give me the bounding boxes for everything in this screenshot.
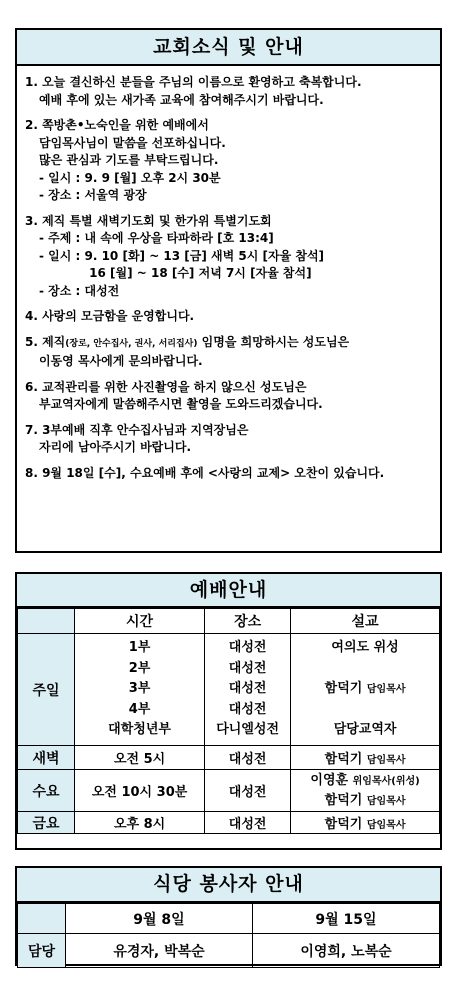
news-text: - 일시 : 9. 9 [월] 오후 2시 30분	[39, 170, 221, 185]
friday-time: 오후 8시	[75, 812, 205, 834]
worship-guide-title: 예배안내	[17, 574, 440, 608]
kitchen-date: 9월 15일	[253, 904, 440, 934]
kitchen-volunteer-box	[15, 866, 442, 966]
sunday-times	[75, 634, 205, 746]
preacher-name: 담당교역자	[333, 722, 397, 738]
day-dawn: 새벽	[18, 746, 75, 770]
kitchen-volunteers: 이영희, 노복순	[253, 934, 440, 968]
dawn-preacher	[291, 746, 440, 770]
news-item	[25, 308, 432, 326]
news-line	[25, 353, 432, 371]
preacher-role: 위임목사(위성)	[352, 775, 420, 787]
news-small-text: (장로, 안수집사, 권사, 서리집사)	[65, 338, 198, 349]
news-text: - 장소 : 대성전	[39, 283, 120, 298]
sunday-preacher	[291, 720, 439, 741]
kitchen-volunteer-title: 식당 봉사자 안내	[17, 868, 440, 903]
kitchen-date-row	[18, 904, 440, 934]
worship-row-friday	[18, 812, 440, 834]
news-line	[25, 308, 432, 326]
sunday-time: 2부	[128, 660, 151, 676]
sunday-place: 대성전	[228, 701, 267, 717]
sunday-time: 대학청년부	[108, 722, 171, 738]
news-line	[25, 170, 432, 188]
news-item	[25, 213, 432, 301]
sunday-time: 3부	[128, 681, 151, 697]
header-place: 장소	[205, 609, 291, 634]
header-day-blank	[18, 609, 75, 634]
preacher-name: 여의도 위성	[331, 640, 399, 656]
news-line	[25, 265, 432, 283]
news-line	[25, 187, 432, 205]
news-line	[25, 152, 432, 170]
sunday-places	[205, 634, 291, 746]
news-text: 7. 3부예배 직후 안수집사님과 지역장님은	[25, 422, 249, 437]
sunday-place: 대성전	[228, 681, 267, 697]
news-line	[25, 439, 432, 457]
preacher-name: 함덕기	[324, 752, 363, 767]
news-text: 2. 쪽방촌•노숙인을 위한 예배에서	[25, 118, 209, 132]
sunday-preacher	[291, 638, 439, 659]
kitchen-blank	[18, 904, 66, 934]
day-sunday: 주일	[18, 634, 75, 746]
preacher-role: 담임목사	[366, 795, 406, 807]
news-item	[25, 74, 432, 109]
day-friday: 금요	[18, 812, 75, 834]
news-text: 담임목사님이 말씀을 선포하십니다.	[39, 135, 226, 150]
church-news-list	[17, 66, 440, 482]
dawn-time: 오전 5시	[75, 746, 205, 770]
news-line	[25, 396, 432, 414]
day-wednesday: 수요	[18, 770, 75, 812]
news-line	[25, 213, 432, 231]
wednesday-preachers	[291, 770, 440, 812]
worship-row-wednesday	[18, 770, 440, 812]
sunday-time: 4부	[128, 701, 151, 717]
news-line	[25, 379, 432, 397]
news-line	[25, 283, 432, 301]
preacher-name: 함덕기	[324, 792, 363, 808]
news-text: 부교역자에게 말씀해주시면 촬영을 도와드리겠습니다.	[39, 397, 323, 411]
sunday-place: 대성전	[228, 640, 267, 656]
news-text: 16 [월] ~ 18 [수] 저녁 7시 [자율 참석]	[39, 266, 312, 280]
wednesday-place: 대성전	[205, 770, 291, 812]
news-line	[25, 135, 432, 153]
friday-place: 대성전	[205, 812, 291, 834]
friday-preacher	[291, 812, 440, 834]
preacher-role: 담임목사	[366, 820, 406, 831]
news-line	[25, 465, 432, 483]
header-time: 시간	[75, 609, 205, 634]
worship-table	[17, 608, 440, 834]
preacher-role: 담임목사	[366, 684, 406, 696]
news-text: 3. 제직 특별 새벽기도회 및 한가위 특별기도회	[25, 213, 272, 228]
news-line	[25, 74, 432, 92]
wednesday-preacher	[291, 771, 439, 791]
news-text: 8. 9월 18일 [수], 수요예배 후에 <사랑의 교제> 오찬이 있습니다.	[25, 465, 385, 480]
news-item	[25, 379, 432, 414]
sunday-preacher-blank	[291, 659, 439, 680]
news-line	[25, 422, 432, 440]
worship-row-dawn	[18, 746, 440, 770]
wednesday-preacher	[291, 791, 439, 811]
news-text: 4. 사랑의 모금함을 운영합니다.	[25, 309, 195, 323]
news-text: - 일시 : 9. 10 [화] ~ 13 [금] 새벽 5시 [자율 참석]	[39, 248, 325, 263]
preacher-name: 함덕기	[324, 817, 363, 832]
sunday-time: 1부	[128, 640, 151, 656]
header-sermon: 설교	[291, 609, 440, 634]
news-item	[25, 422, 432, 457]
kitchen-table	[17, 903, 440, 968]
news-line	[25, 92, 432, 110]
news-text: 많은 관심과 기도를 부탁드립니다.	[39, 153, 219, 167]
news-line	[25, 117, 432, 135]
sunday-preachers	[291, 634, 440, 746]
news-text: - 장소 : 서울역 광장	[39, 188, 147, 202]
kitchen-volunteer-row	[18, 934, 440, 968]
church-news-box	[15, 28, 442, 553]
worship-table-header	[18, 609, 440, 634]
news-text: 예배 후에 있는 새가족 교육에 참여해주시기 바랍니다.	[39, 92, 324, 107]
news-text: 임명을 희망하시는 성도님은	[197, 334, 350, 349]
preacher-name: 함덕기	[324, 681, 363, 697]
worship-guide-box	[15, 572, 442, 850]
preacher-name: 이영훈	[310, 772, 349, 788]
news-line	[25, 334, 432, 354]
dawn-place: 대성전	[205, 746, 291, 770]
news-text: 6. 교적관리를 위한 사진촬영을 하지 않으신 성도님은	[25, 379, 307, 394]
news-text: - 주제 : 내 속에 우상을 타파하라 [호 13:4]	[39, 231, 274, 245]
worship-row-sunday	[18, 634, 440, 746]
news-text: 1. 오늘 결신하신 분들을 주님의 이름으로 환영하고 축복합니다.	[25, 75, 362, 89]
news-line	[25, 248, 432, 266]
church-news-title: 교회소식 및 안내	[17, 30, 440, 66]
wednesday-time: 오전 10시 30분	[75, 770, 205, 812]
kitchen-volunteers: 유경자, 박복순	[66, 934, 253, 968]
news-text: 5. 제직	[25, 334, 66, 349]
news-text: 이동영 목사에게 문의바랍니다.	[39, 354, 203, 368]
news-text: 자리에 남아주시기 바랍니다.	[39, 440, 192, 454]
sunday-place: 대성전	[228, 660, 267, 676]
news-item	[25, 334, 432, 371]
kitchen-row-label: 담당	[18, 934, 66, 968]
news-item	[25, 117, 432, 205]
kitchen-date: 9월 8일	[66, 904, 253, 934]
preacher-role: 담임목사	[366, 755, 406, 766]
news-item	[25, 465, 432, 483]
sunday-preacher	[291, 679, 439, 700]
sunday-preacher-blank	[291, 700, 439, 721]
news-line	[25, 230, 432, 248]
sunday-place: 다니엘성전	[216, 722, 280, 738]
